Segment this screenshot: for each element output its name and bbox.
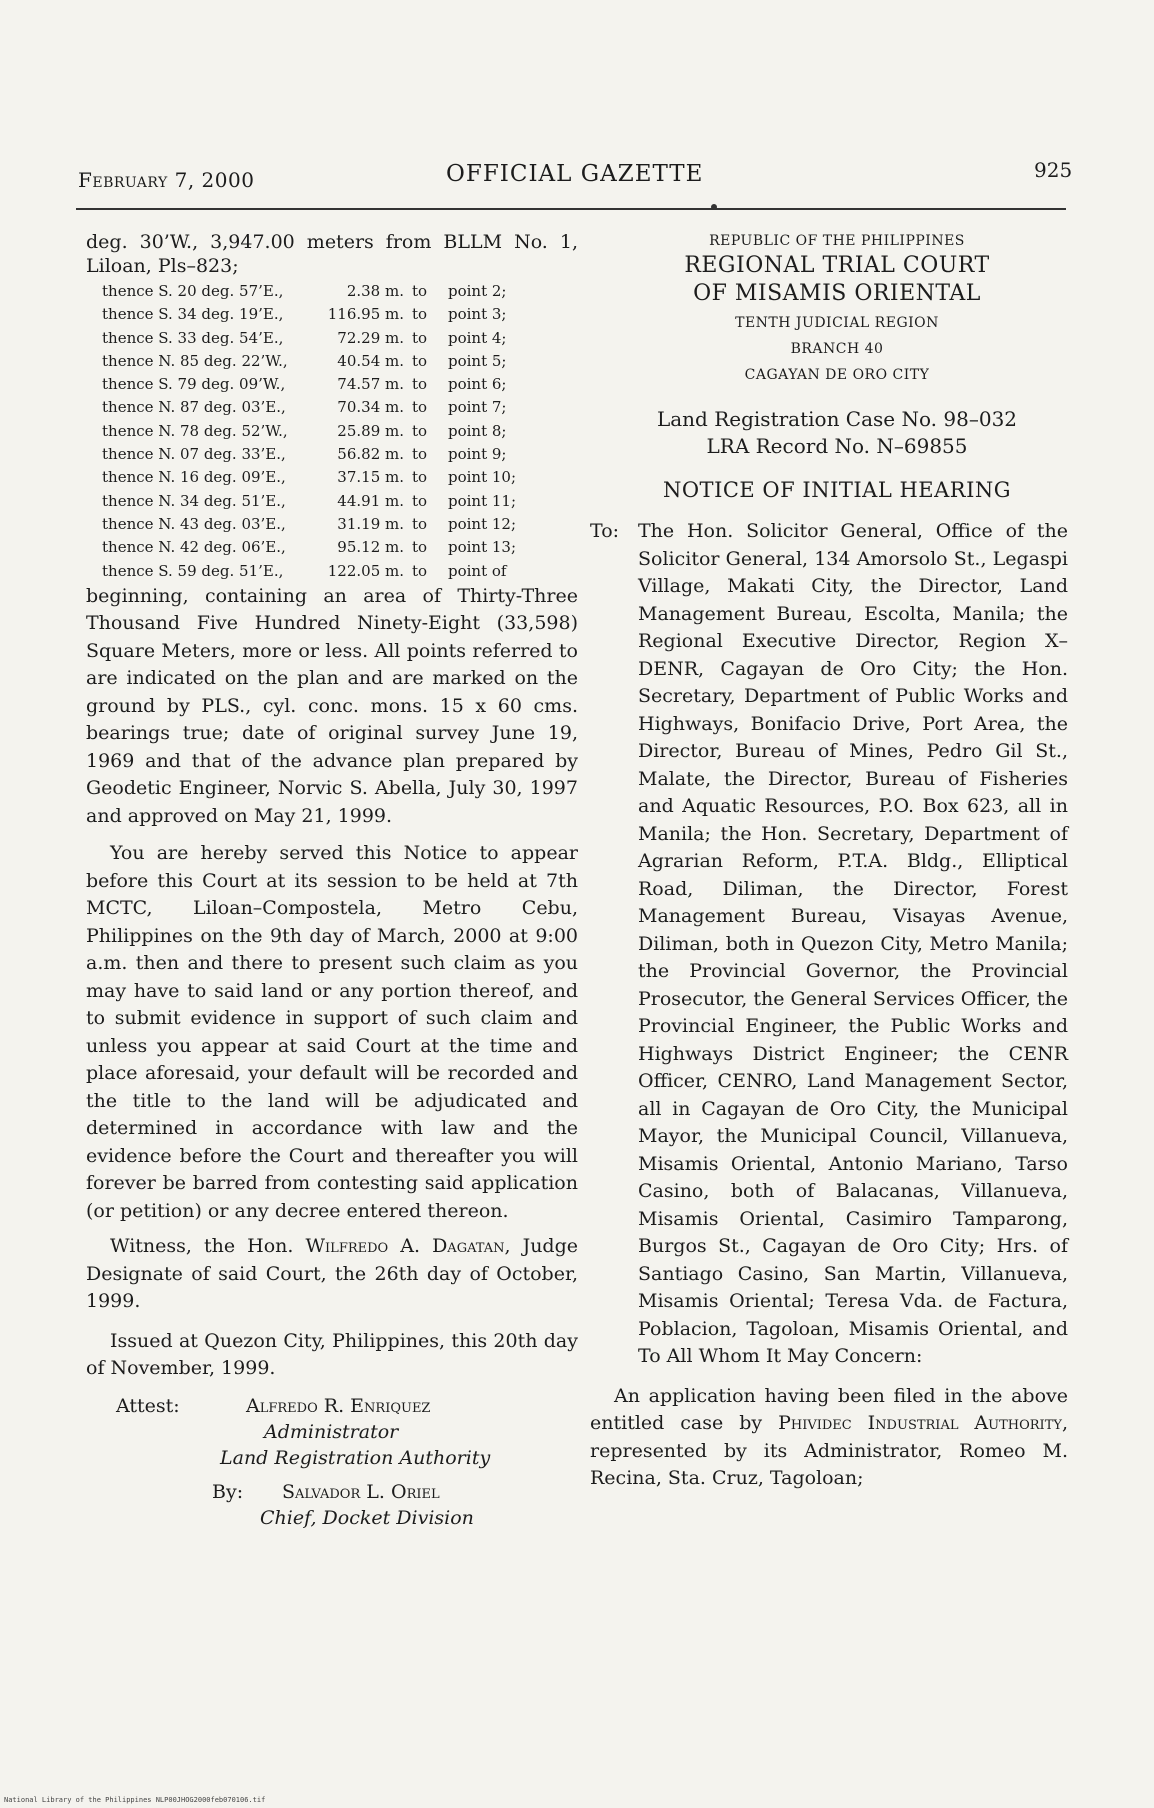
by-label: By: <box>212 1480 244 1503</box>
bearing-distance: 56.82 m. <box>337 445 404 464</box>
land-description: beginning, containing an area of Thirty-Three Thousand Five Hundred Ninety-Eight (33,598) Square Meters, more or less. All points referred to are indicated on the plan and are marked on the ground by PLS., cyl. conc. mons. 15 x 60 cms. bearings true; date of original survey June 19, 1969 and that of the advance plan prepared by Geodetic Engineer, Norvic S. Abella, July 30, 1997 and approved on May 21, 1999. <box>86 584 578 827</box>
bearing-row <box>102 396 572 419</box>
bearing-point: point 6; <box>448 375 507 394</box>
bearing-distance: 44.91 m. <box>337 491 404 510</box>
notice-paragraph: You are hereby served this Notice to appear before this Court at its session to be held at 7th MCTC, Liloan–Compostela, Metro Cebu, Philippines on the 9th day of March, 2000 at 9:00 a.m. then and there to present such claim as you may have to said land or any portion thereof, and to submit evidence in support of such claim and unless you appear at said Court at the time and place aforesaid, your default will be recorded and the title to the land will be adjudicated and determined in accordance with law and the evidence before the Court and thereafter you will forever be barred from contesting said application (or petition) or any decree entered thereon. <box>86 842 578 1222</box>
court-heading-2: OF MISAMIS ORIENTAL <box>693 281 981 306</box>
bearing-row <box>102 420 572 443</box>
bearing-row <box>102 373 572 396</box>
bearing-point: point 10; <box>448 468 517 487</box>
bearing-row <box>102 443 572 466</box>
bearing-course: thence N. 78 deg. 52’W., <box>102 421 288 440</box>
bearing-course: thence S. 79 deg. 09’W., <box>102 375 286 394</box>
header-rule <box>76 208 1066 210</box>
bearing-point: point 4; <box>448 328 507 347</box>
bearing-distance: 37.15 m. <box>337 468 404 487</box>
bearing-to: to <box>412 421 428 440</box>
bearing-point: point 9; <box>448 445 507 464</box>
signature-block <box>86 1393 578 1531</box>
intro-text: deg. 30’W., 3,947.00 meters from BLLM No. 1, Liloan, Pls–823; <box>86 231 578 277</box>
addressee-list: The Hon. Solicitor General, Office of the Solicitor General, 134 Amorsolo St., Legaspi Village, Makati City, the Director, Land Management Bureau, Escolta, Manila; the Regional Executive Director, Region X–DENR, Cagayan de Oro City; the Hon. Secretary, Department of Public Works and Highways, Bonifacio Drive, Port Area, the Director, Bureau of Mines, Pedro Gil St., Malate, the Director, Bureau of Fisheries and Aquatic Resources, P.O. Box 623, all in Manila; the Hon. Secretary, Department of Agrarian Reform, P.T.A. Bldg., Elliptical Road, Diliman, the Director, Forest Management Bureau, Visayas Avenue, Diliman, both in Quezon City, Metro Manila; the Provincial Governor, the Provincial Prosecutor, the General Services Officer, the Provincial Engineer, the Public Works and Highways District Engineer; the CENR Officer, CENRO, Land Management Sector, all in Cagayan de Oro City, the Municipal Mayor, the Municipal Council, Villanueva, Misamis Oriental, Antonio Mariano, Tarso Casino, both of Balacanas, Villanueva, Misamis Oriental, Casimiro Tamparong, Burgos St., Cagayan de Oro City; Hrs. of Santiago Casino, San Martin, Villanueva, Misamis Oriental; Teresa Vda. de Factura, Poblacion, Tagoloan, Misamis Oriental, and To All Whom It May Concern: <box>638 520 1068 1367</box>
bearing-to: to <box>412 305 428 324</box>
issued-paragraph: Issued at Quezon City, Philippines, this 20th day of November, 1999. <box>86 1329 578 1380</box>
bearing-to: to <box>412 468 428 487</box>
bearing-point: point 12; <box>448 514 517 533</box>
bearing-row <box>102 466 572 489</box>
bearing-row <box>102 327 572 350</box>
notice-title: NOTICE OF INITIAL HEARING <box>662 478 1012 502</box>
applicant-name: Phividec Industrial Authority <box>778 1412 1062 1434</box>
bearing-row <box>102 513 572 536</box>
bearing-course: thence N. 34 deg. 51’E., <box>102 491 286 510</box>
bearing-distance: 122.05 m. <box>327 561 404 580</box>
bearing-course: thence N. 07 deg. 33’E., <box>102 445 286 464</box>
bearing-to: to <box>412 398 428 417</box>
bearing-point: point of <box>448 561 507 580</box>
bearing-point: point 11; <box>448 491 517 510</box>
application-paragraph <box>590 1383 1068 1493</box>
republic-heading: REPUBLIC OF THE PHILIPPINES <box>709 233 965 249</box>
attest-label: Attest: <box>116 1394 180 1417</box>
by-name: Salvador L. Oriel <box>282 1480 440 1503</box>
bearing-course: thence S. 33 deg. 54’E., <box>102 328 284 347</box>
bearing-distance: 74.57 m. <box>337 375 404 394</box>
bearing-point: point 8; <box>448 421 507 440</box>
city-heading: CAGAYAN DE ORO CITY <box>744 367 930 383</box>
bearing-row <box>102 280 572 303</box>
left-column <box>86 230 578 1531</box>
witness-paragraph <box>86 1233 578 1316</box>
bearing-course: thence N. 42 deg. 06’E., <box>102 538 286 557</box>
by-title: Chief, Docket Division <box>260 1506 474 1529</box>
case-number: Land Registration Case No. 98–032 <box>656 407 1018 431</box>
bearing-point: point 5; <box>448 351 507 370</box>
bearing-course: thence S. 34 deg. 19’E., <box>102 305 284 324</box>
bearing-to: to <box>412 445 428 464</box>
bearing-to: to <box>412 561 428 580</box>
bearing-course: thence N. 85 deg. 22’W., <box>102 351 288 370</box>
bearing-to: to <box>412 351 428 370</box>
application-post: , represented by its Administrator, Romeo M. Recina, Sta. Cruz, Tagoloan; <box>590 1412 1068 1489</box>
bearing-distance: 72.29 m. <box>337 328 404 347</box>
bearing-distance: 2.38 m. <box>346 282 404 300</box>
bearing-to: to <box>412 328 428 347</box>
region-heading: TENTH JUDICIAL REGION <box>735 315 939 331</box>
bearing-distance: 40.54 m. <box>337 351 404 370</box>
bearings-table <box>102 280 572 583</box>
to-label: To: <box>590 520 620 542</box>
bearing-course: thence N. 43 deg. 03’E., <box>102 514 286 533</box>
bearing-to: to <box>412 375 428 394</box>
attest-title-1: Administrator <box>264 1420 399 1443</box>
header-rule-dot <box>711 204 717 210</box>
bearing-point: point 7; <box>448 398 507 417</box>
bearing-row <box>102 303 572 326</box>
application-pre: An application having been filed in the above entitled case by <box>590 1384 1068 1434</box>
bearing-to: to <box>412 491 428 510</box>
bearing-distance: 95.12 m. <box>337 538 404 557</box>
lra-record: LRA Record No. N–69855 <box>706 434 968 458</box>
bearing-to: to <box>412 514 428 533</box>
bearing-distance: 116.95 m. <box>327 305 404 324</box>
bearing-point: point 3; <box>448 305 507 324</box>
bearing-to: to <box>412 538 428 557</box>
addressee-block <box>590 518 1082 1371</box>
bearing-course: thence N. 16 deg. 09’E., <box>102 468 286 487</box>
bearing-course: thence S. 59 deg. 51’E., <box>102 561 284 580</box>
header-title: OFFICIAL GAZETTE <box>446 161 704 187</box>
bearing-distance: 70.34 m. <box>337 398 404 417</box>
witness-post: , Judge Designate of said Court, the 26th day of October, 1999. <box>86 1235 579 1313</box>
bearing-to: to <box>412 282 428 300</box>
bearing-point: point 13; <box>448 538 517 557</box>
branch-heading: BRANCH 40 <box>790 341 884 357</box>
witness-pre: Witness, the Hon. <box>110 1235 306 1258</box>
page-number: 925 <box>1034 158 1073 182</box>
bearing-course: thence S. 20 deg. 57’E., <box>102 282 284 300</box>
bearing-row <box>102 350 572 373</box>
attest-name: Alfredo R. Enriquez <box>246 1394 431 1417</box>
bearing-row <box>102 560 572 583</box>
bearing-row <box>102 536 572 559</box>
witness-name: Wilfredo A. Dagatan <box>305 1235 505 1258</box>
bearing-distance: 25.89 m. <box>337 421 404 440</box>
attest-title-2: Land Registration Authority <box>220 1446 491 1469</box>
bearing-point: point 2; <box>448 282 507 300</box>
court-heading-1: REGIONAL TRIAL COURT <box>684 253 990 278</box>
scan-footer: National Library of the Philippines NLP00JHOG2000feb070106.tif <box>4 1796 266 1804</box>
bearing-row <box>102 490 572 513</box>
bearing-distance: 31.19 m. <box>337 514 404 533</box>
right-column <box>590 230 1082 1493</box>
bearing-course: thence N. 87 deg. 03’E., <box>102 398 286 417</box>
header-date: February 7, 2000 <box>78 168 255 192</box>
